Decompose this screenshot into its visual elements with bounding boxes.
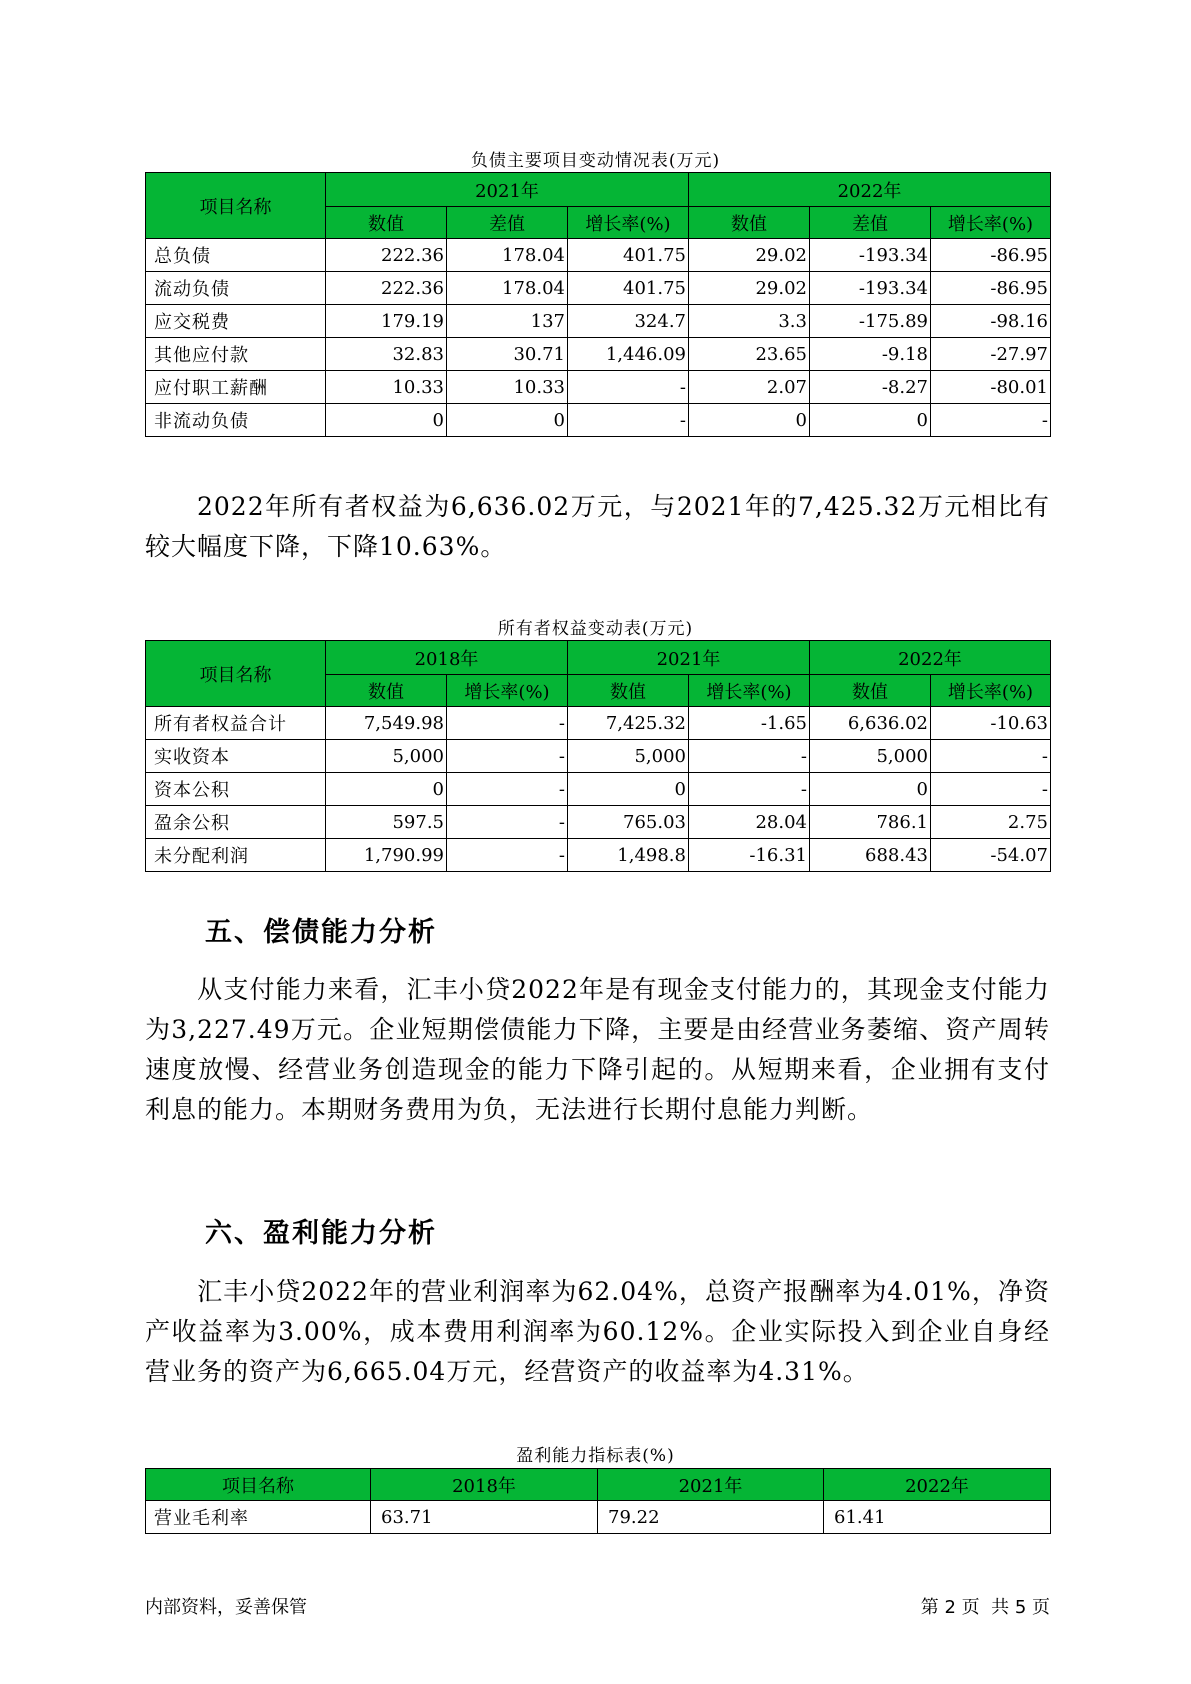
table-cell: 0 <box>326 404 447 437</box>
table-cell: -54.07 <box>931 839 1051 872</box>
table-cell: 222.36 <box>326 239 447 272</box>
table-cell: -1.65 <box>689 707 810 740</box>
name-column-header: 项目名称 <box>146 1469 371 1501</box>
sub-header: 数值 <box>689 207 810 239</box>
table-cell: 179.19 <box>326 305 447 338</box>
section-heading-profitability: 六、盈利能力分析 <box>205 1218 437 1249</box>
table-cell: 2.07 <box>689 371 810 404</box>
table-cell: -9.18 <box>810 338 931 371</box>
table1-caption: 负债主要项目变动情况表(万元) <box>470 151 721 171</box>
table-cell: -27.97 <box>931 338 1051 371</box>
table-cell: 178.04 <box>447 239 568 272</box>
sub-header: 增长率(%) <box>689 675 810 707</box>
sub-header: 数值 <box>326 207 447 239</box>
table-cell: - <box>568 371 689 404</box>
table-cell: 7,425.32 <box>568 707 689 740</box>
table-cell: 79.22 <box>598 1501 824 1534</box>
table-cell: 6,636.02 <box>810 707 931 740</box>
year-header: 2021年 <box>326 173 689 207</box>
row-label: 流动负债 <box>146 272 326 305</box>
table-cell: 5,000 <box>810 740 931 773</box>
sub-header: 增长率(%) <box>447 675 568 707</box>
row-label: 所有者权益合计 <box>146 707 326 740</box>
table-row <box>146 272 1051 305</box>
sub-header: 数值 <box>810 675 931 707</box>
table-cell: - <box>447 773 568 806</box>
table-cell: 765.03 <box>568 806 689 839</box>
table-cell: 28.04 <box>689 806 810 839</box>
table-cell: 29.02 <box>689 272 810 305</box>
table-cell: 597.5 <box>326 806 447 839</box>
row-label: 盈余公积 <box>146 806 326 839</box>
table-cell: - <box>689 773 810 806</box>
table-cell: -193.34 <box>810 272 931 305</box>
table-cell: -10.63 <box>931 707 1051 740</box>
row-label: 应付职工薪酬 <box>146 371 326 404</box>
table-row <box>146 1501 1051 1534</box>
year-header: 2018年 <box>326 641 568 675</box>
row-label: 总负债 <box>146 239 326 272</box>
table-cell: 5,000 <box>326 740 447 773</box>
paragraph-text: 汇丰小贷2022年的营业利润率为62.04%，总资产报酬率为4.01%，净资产收益率为3.00%，成本费用利润率为60.12%。企业实际投入到企业自身经营业务的资产为6,665.04万元，经营资产的收益率为4.31%。 <box>145 1277 1050 1386</box>
table-row <box>146 707 1051 740</box>
table-row <box>146 740 1051 773</box>
table-cell: 32.83 <box>326 338 447 371</box>
table-cell: 401.75 <box>568 239 689 272</box>
table-cell: - <box>931 404 1051 437</box>
table-cell: - <box>447 707 568 740</box>
table-cell: 178.04 <box>447 272 568 305</box>
row-label: 实收资本 <box>146 740 326 773</box>
paragraph-text: 从支付能力来看，汇丰小贷2022年是有现金支付能力的，其现金支付能力为3,227.49万元。企业短期偿债能力下降，主要是由经营业务萎缩、资产周转速度放慢、经营业务创造现金的能力下降引起的。从短期来看，企业拥有支付利息的能力。本期财务费用为负，无法进行长期付息能力判断。 <box>145 975 1050 1124</box>
table-cell: - <box>447 839 568 872</box>
table-cell: 10.33 <box>326 371 447 404</box>
table-cell: 1,790.99 <box>326 839 447 872</box>
table-cell: 1,446.09 <box>568 338 689 371</box>
table-cell: 222.36 <box>326 272 447 305</box>
table-row <box>146 305 1051 338</box>
year-header: 2021年 <box>598 1469 824 1501</box>
table-cell: - <box>689 740 810 773</box>
footer-confidential-note: 内部资料，妥善保管 <box>145 1597 307 1618</box>
equity-table <box>145 640 1051 872</box>
table-cell: 688.43 <box>810 839 931 872</box>
table-row <box>146 338 1051 371</box>
sub-header: 数值 <box>326 675 447 707</box>
table-cell: 786.1 <box>810 806 931 839</box>
table-cell: 401.75 <box>568 272 689 305</box>
row-label: 未分配利润 <box>146 839 326 872</box>
table-row <box>146 239 1051 272</box>
table-cell: -8.27 <box>810 371 931 404</box>
table-cell: 324.7 <box>568 305 689 338</box>
page-number: 第 2 页 共 5 页 <box>920 1597 1050 1618</box>
paragraph-text: 2022年所有者权益为6,636.02万元，与2021年的7,425.32万元相比有较大幅度下降，下降10.63%。 <box>145 492 1050 561</box>
table-row <box>146 773 1051 806</box>
table-cell: 0 <box>568 773 689 806</box>
sub-header: 增长率(%) <box>568 207 689 239</box>
table-cell: 30.71 <box>447 338 568 371</box>
table-row <box>146 839 1051 872</box>
table-cell: -86.95 <box>931 239 1051 272</box>
table-cell: - <box>568 404 689 437</box>
sub-header: 增长率(%) <box>931 207 1051 239</box>
table-cell: 29.02 <box>689 239 810 272</box>
row-label: 营业毛利率 <box>146 1501 371 1534</box>
table-cell: 0 <box>810 404 931 437</box>
table-cell: 2.75 <box>931 806 1051 839</box>
sub-header: 差值 <box>810 207 931 239</box>
row-label: 应交税费 <box>146 305 326 338</box>
table-cell: 3.3 <box>689 305 810 338</box>
year-header: 2022年 <box>824 1469 1051 1501</box>
table-cell: 0 <box>810 773 931 806</box>
name-column-header: 项目名称 <box>146 641 326 707</box>
row-label: 其他应付款 <box>146 338 326 371</box>
table-cell: -193.34 <box>810 239 931 272</box>
year-header: 2022年 <box>689 173 1051 207</box>
solvency-paragraph <box>145 970 1050 1130</box>
table-cell: -98.16 <box>931 305 1051 338</box>
table-cell: -80.01 <box>931 371 1051 404</box>
name-column-header: 项目名称 <box>146 173 326 239</box>
profitability-table <box>145 1468 1051 1534</box>
table-cell: - <box>931 773 1051 806</box>
sub-header: 数值 <box>568 675 689 707</box>
table2-caption: 所有者权益变动表(万元) <box>497 619 694 639</box>
year-header: 2021年 <box>568 641 810 675</box>
table-cell: 0 <box>689 404 810 437</box>
table-cell: -16.31 <box>689 839 810 872</box>
table-cell: 0 <box>326 773 447 806</box>
profitability-paragraph <box>145 1272 1050 1392</box>
sub-header: 增长率(%) <box>931 675 1051 707</box>
year-header: 2022年 <box>810 641 1051 675</box>
table-cell: -86.95 <box>931 272 1051 305</box>
liabilities-table <box>145 172 1051 437</box>
table-row <box>146 371 1051 404</box>
sub-header: 差值 <box>447 207 568 239</box>
table-cell: 10.33 <box>447 371 568 404</box>
table-cell: 0 <box>447 404 568 437</box>
table-cell: - <box>447 740 568 773</box>
equity-paragraph <box>145 487 1050 567</box>
table-cell: 23.65 <box>689 338 810 371</box>
row-label: 资本公积 <box>146 773 326 806</box>
row-label: 非流动负债 <box>146 404 326 437</box>
table-cell: 7,549.98 <box>326 707 447 740</box>
table-cell: 63.71 <box>371 1501 598 1534</box>
table-row <box>146 806 1051 839</box>
table-cell: -175.89 <box>810 305 931 338</box>
table-cell: 61.41 <box>824 1501 1051 1534</box>
table-row <box>146 404 1051 437</box>
table-cell: - <box>931 740 1051 773</box>
section-heading-solvency: 五、偿债能力分析 <box>205 917 437 948</box>
table-cell: 1,498.8 <box>568 839 689 872</box>
year-header: 2018年 <box>371 1469 598 1501</box>
table-cell: 5,000 <box>568 740 689 773</box>
table-cell: 137 <box>447 305 568 338</box>
table3-caption: 盈利能力指标表(%) <box>516 1446 675 1466</box>
table-cell: - <box>447 806 568 839</box>
